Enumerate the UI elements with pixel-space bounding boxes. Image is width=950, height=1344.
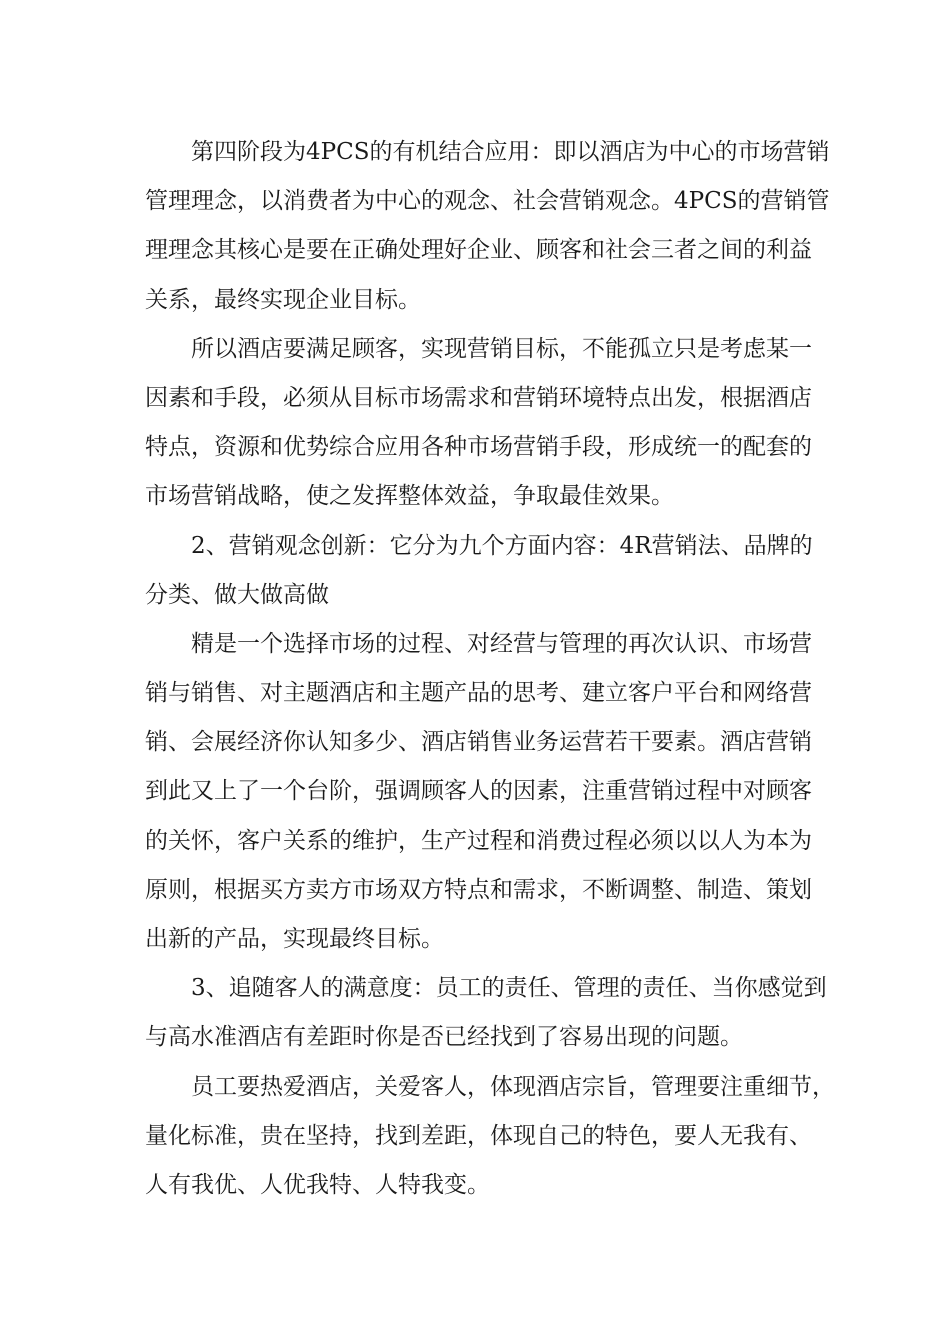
paragraph-marketing-innovation — [145, 522, 813, 620]
text-line: 到此又上了一个台阶，强调顾客人的因素，注重营销过程中对顾客 — [145, 778, 812, 805]
text-line: 第四阶段为4PCS的有机结合应用：即以酒店为中心的市场营销 — [191, 139, 830, 165]
text-line: 管理理念，以消费者为中心的观念、社会营销观念。4PCS的营销管 — [145, 188, 830, 215]
text-line: 关系，最终实现企业目标。 — [145, 286, 421, 313]
text-line: 原则，根据买方卖方市场双方特点和需求，不断调整、制造、策划 — [145, 876, 812, 903]
text-line: 特点，资源和优势综合应用各种市场营销手段，形成统一的配套的 — [145, 434, 812, 461]
text-line: 所以酒店要满足顾客，实现营销目标，不能孤立只是考虑某一 — [191, 335, 812, 362]
text-line: 销、会展经济你认知多少、酒店销售业务运营若干要素。酒店营销 — [145, 729, 812, 756]
text-line: 员工要热爱酒店，关爱客人，体现酒店宗旨，管理要注重细节， — [191, 1073, 835, 1100]
document-body — [145, 128, 835, 1210]
text-line: 精是一个选择市场的过程、对经营与管理的再次认识、市场营 — [191, 630, 812, 657]
text-line: 人有我优、人优我特、人特我变。 — [145, 1171, 490, 1198]
text-line: 因素和手段，必须从目标市场需求和营销环境特点出发，根据酒店 — [145, 384, 812, 411]
text-line: 量化标准，贵在坚持，找到差距，体现自己的特色，要人无我有、 — [145, 1122, 812, 1149]
text-line: 分类、做大做高做 — [145, 581, 329, 608]
text-line: 出新的产品，实现最终目标。 — [145, 926, 444, 952]
text-line: 理理念其核心是要在正确处理好企业、顾客和社会三者之间的利益 — [145, 237, 812, 264]
text-line: 3、追随客人的满意度：员工的责任、管理的责任、当你感觉到 — [191, 975, 827, 1002]
text-line: 的关怀，客户关系的维护，生产过程和消费过程必须以以人为本为 — [145, 827, 812, 854]
text-line: 与高水准酒店有差距时你是否已经找到了容易出现的问题。 — [145, 1024, 743, 1051]
text-line: 市场营销战略，使之发挥整体效益，争取最佳效果。 — [145, 483, 674, 510]
paragraph-stage-four — [145, 128, 830, 325]
text-line: 销与销售、对主题酒店和主题产品的思考、建立客户平台和网络营 — [145, 680, 812, 707]
paragraph-satisfy-customers — [145, 325, 810, 522]
paragraph-market-selection — [145, 620, 810, 964]
paragraph-staff-love-hotel — [145, 1063, 835, 1211]
paragraph-customer-satisfaction — [145, 964, 827, 1062]
text-line: 2、营销观念创新：它分为九个方面内容：4R营销法、品牌的 — [191, 532, 813, 559]
